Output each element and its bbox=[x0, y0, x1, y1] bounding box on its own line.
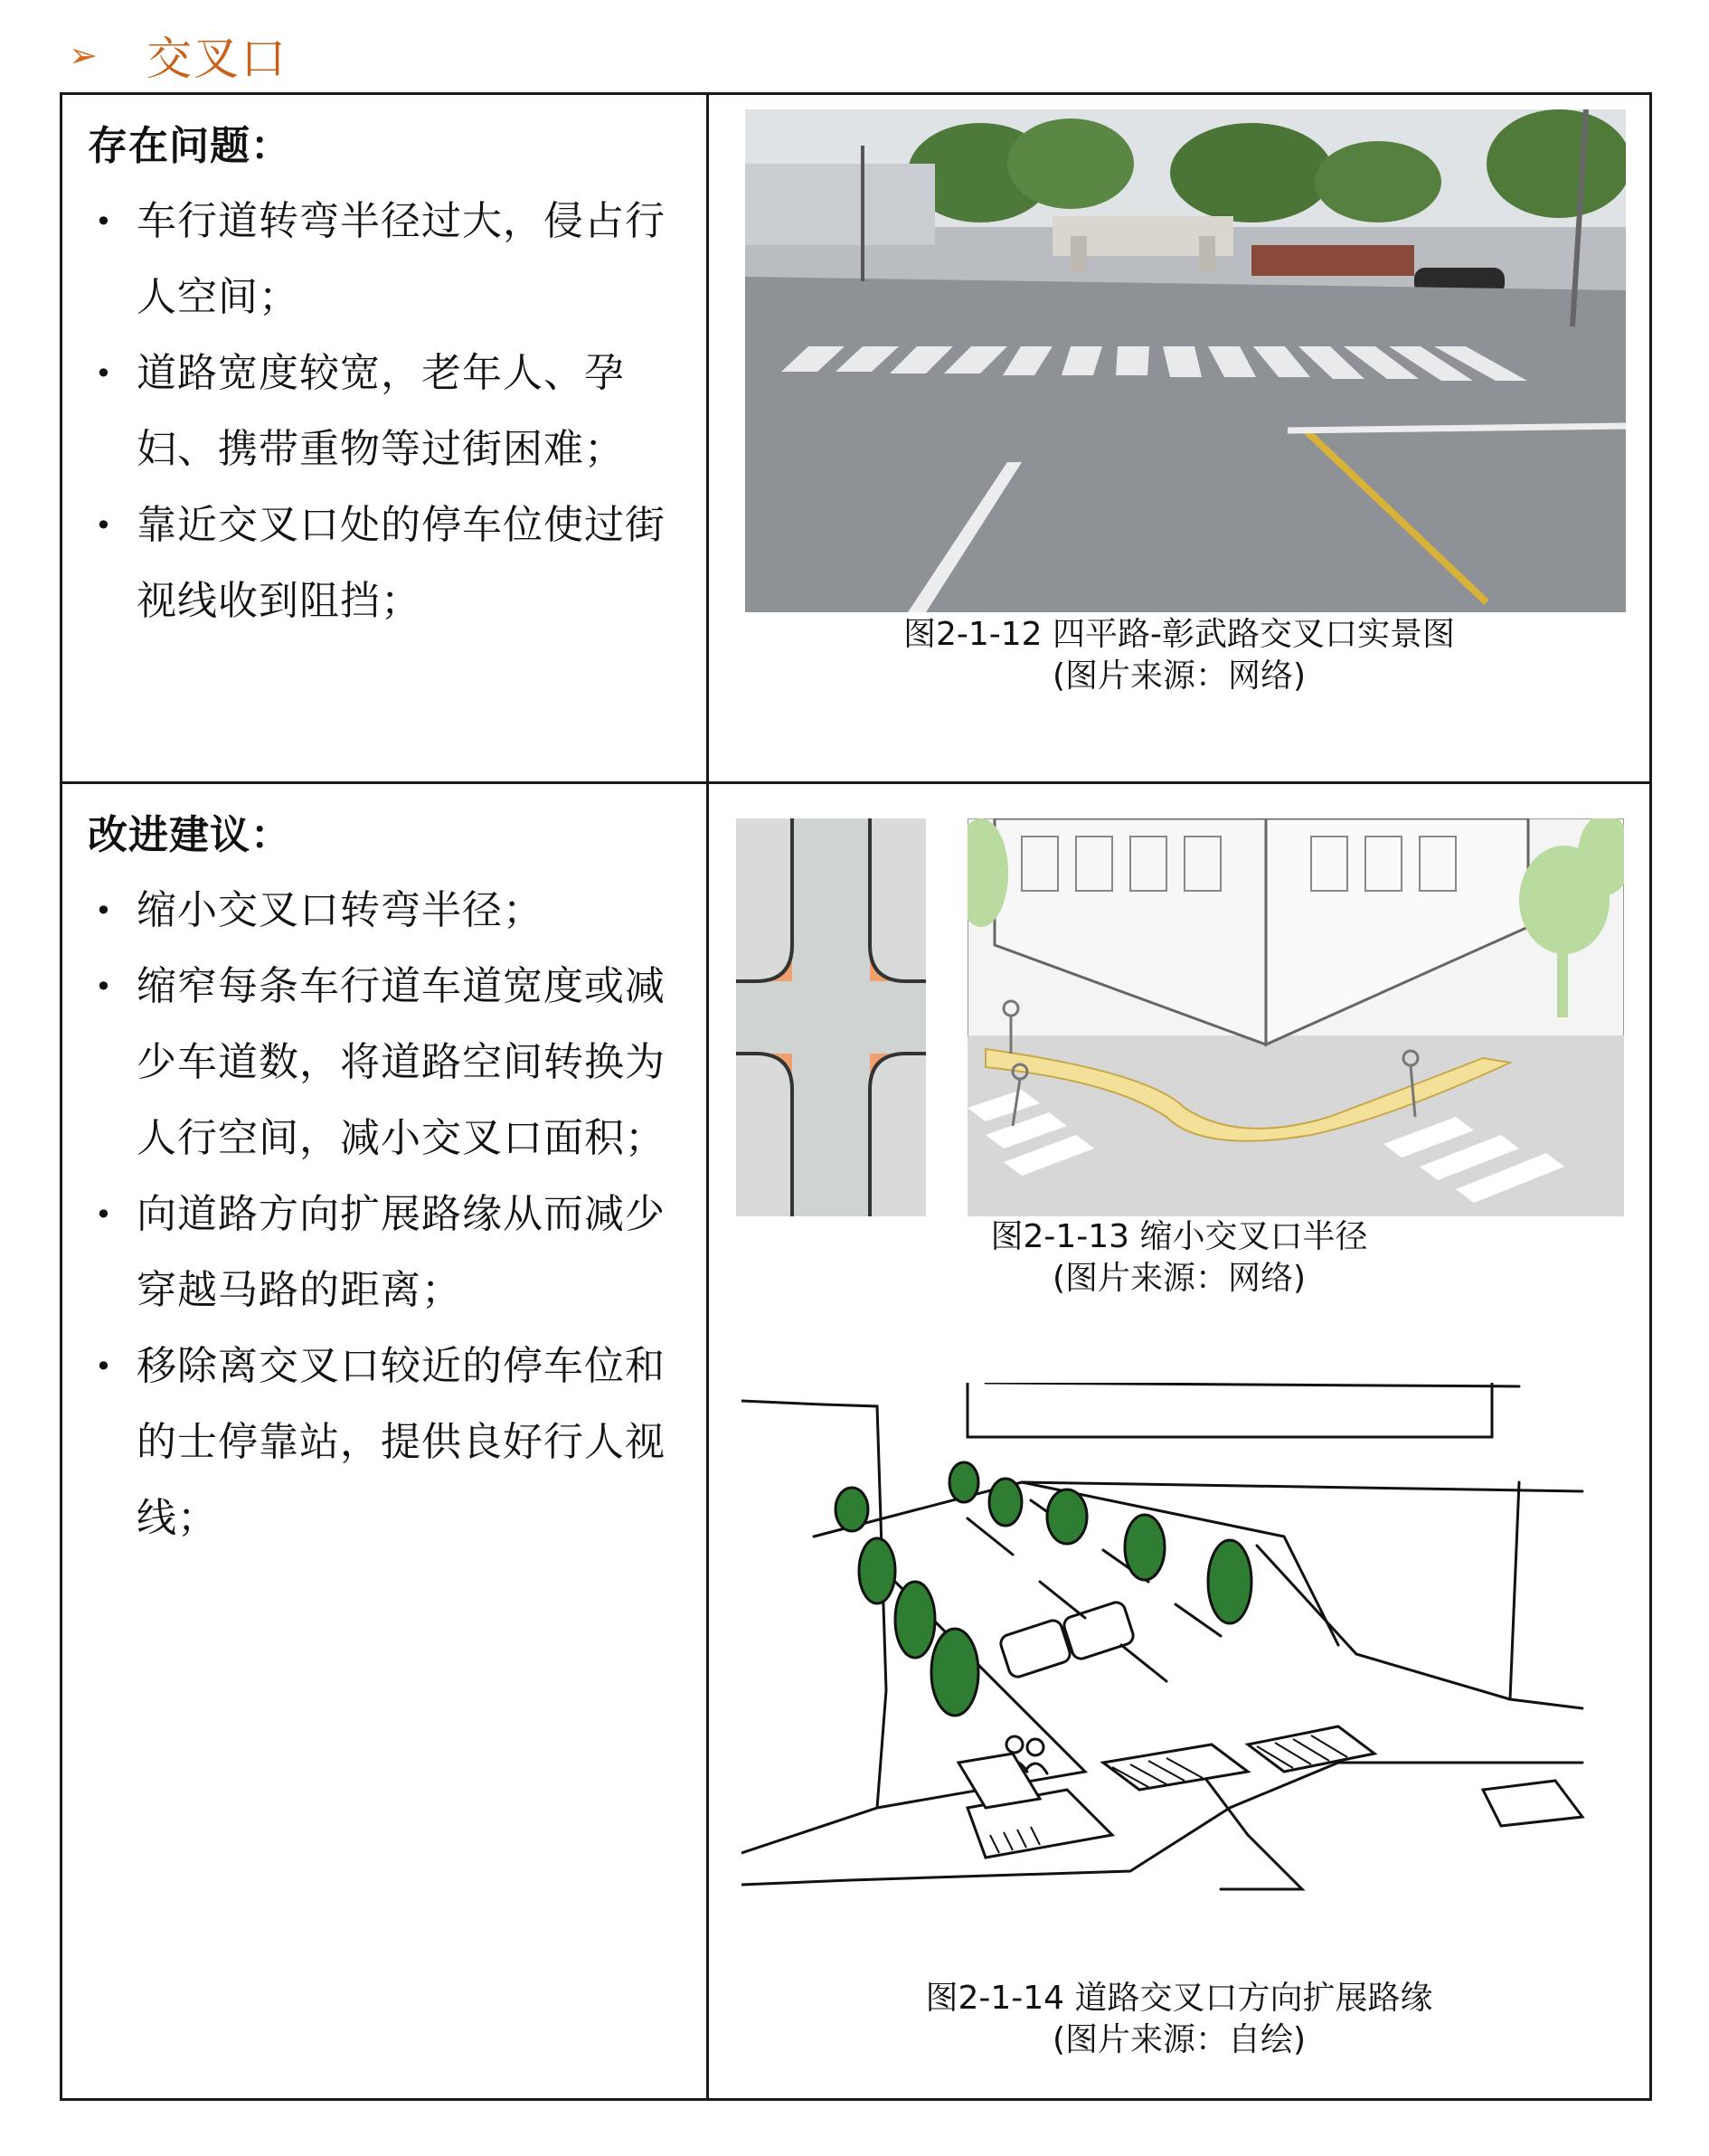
figure-source: (图片来源：网络) bbox=[1052, 657, 1307, 695]
list-item: • 缩小交叉口转弯半径； bbox=[88, 873, 685, 949]
list-item: • 车行道转弯半径过大，侵占行人空间； bbox=[88, 184, 685, 336]
section-title: 交叉口 bbox=[146, 33, 288, 85]
corner-radius-diagram bbox=[736, 818, 926, 1216]
suggestions-label: 改进建议： bbox=[88, 812, 291, 858]
arrow-bullet-icon: ➢ bbox=[69, 35, 98, 75]
content-table bbox=[60, 92, 1652, 2101]
list-item: • 向道路方向扩展路缘从而减少穿越马路的距离； bbox=[88, 1177, 685, 1329]
section-heading bbox=[69, 24, 288, 87]
table-row bbox=[61, 94, 1651, 783]
figure-source: (图片来源：网络) bbox=[1052, 1260, 1307, 1297]
suggestions-list bbox=[88, 873, 685, 1556]
intersection-photo bbox=[745, 109, 1626, 612]
list-item: • 道路宽度较宽，老年人、孕妇、携带重物等过街困难； bbox=[88, 336, 685, 487]
figure-source: (图片来源：自绘) bbox=[1052, 2021, 1307, 2058]
figure-title: 图2-1-13 缩小交叉口半径 bbox=[990, 1218, 1368, 1255]
fig14-caption bbox=[709, 1978, 1649, 2061]
list-item: • 缩窄每条车行道车道宽度或减少车道数，将道路空间转换为人行空间，减小交叉口面积； bbox=[88, 949, 685, 1177]
suggestions-cell bbox=[61, 783, 708, 2100]
figure-title: 图2-1-12 四平路-彰武路交叉口实景图 bbox=[902, 616, 1456, 653]
fig12-cell bbox=[708, 94, 1651, 783]
figure-title: 图2-1-14 道路交叉口方向扩展路缘 bbox=[925, 1980, 1433, 2017]
list-item: • 靠近交叉口处的停车位使过街视线收到阻挡； bbox=[88, 487, 685, 639]
list-item: • 移除离交叉口较近的停车位和的士停靠站，提供良好行人视线； bbox=[88, 1329, 685, 1556]
street-corner-sketch bbox=[968, 818, 1624, 1216]
fig13-caption bbox=[709, 1216, 1649, 1300]
table-row bbox=[61, 783, 1651, 2100]
fig12-caption bbox=[709, 614, 1649, 697]
problems-cell bbox=[61, 94, 708, 783]
problems-label: 存在问题： bbox=[88, 123, 291, 169]
problems-list bbox=[88, 184, 685, 639]
curb-extension-sketch bbox=[741, 1383, 1591, 1980]
suggestion-figures-cell bbox=[708, 783, 1651, 2100]
